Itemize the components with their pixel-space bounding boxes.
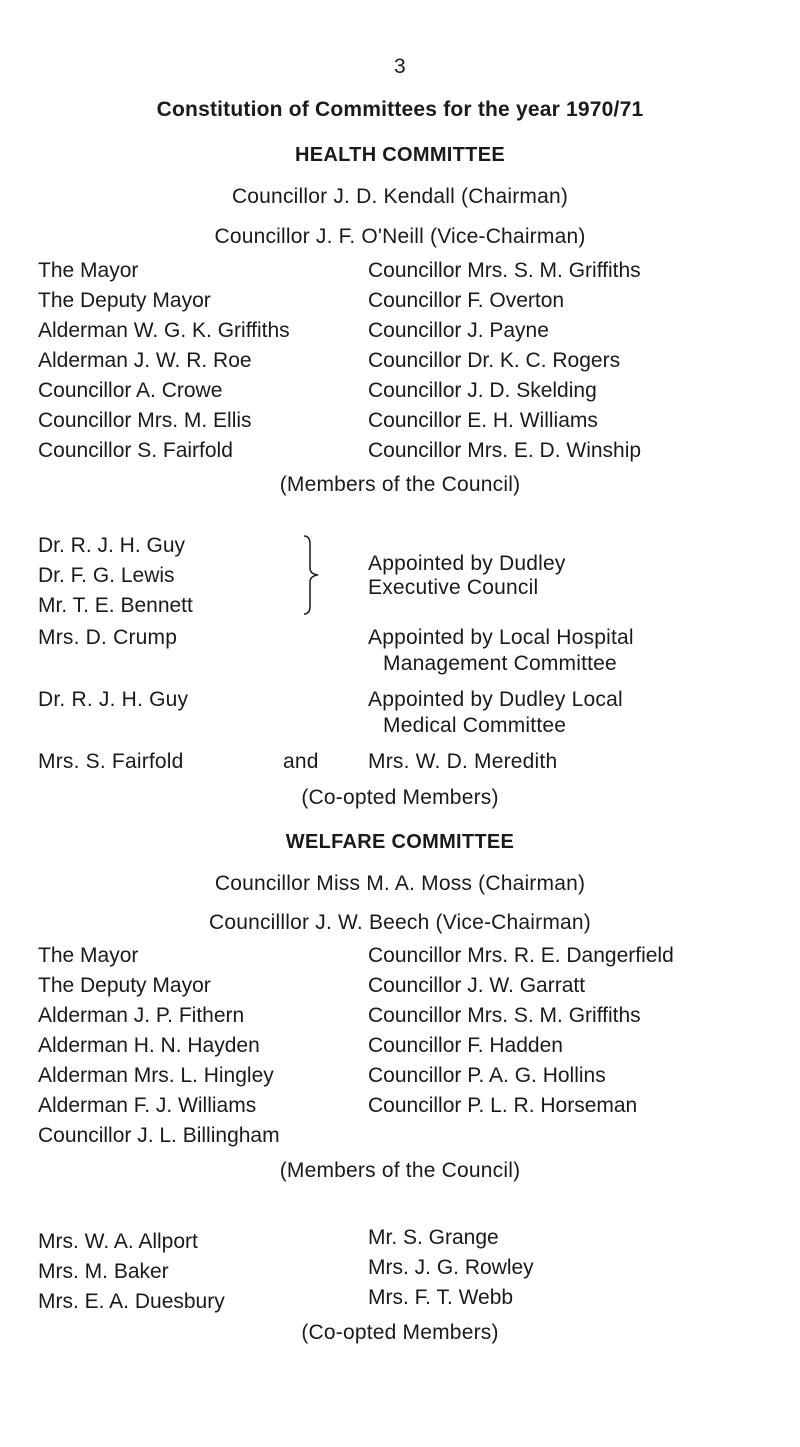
health-hospital-name: Mrs. D. Crump [38, 626, 178, 649]
welfare-members-note: (Members of the Council) [279, 1159, 521, 1182]
list-item: Councillor E. H. Williams [368, 409, 598, 432]
health-members-note: (Members of the Council) [279, 473, 521, 496]
health-extra-right: Mrs. W. D. Meredith [368, 750, 558, 773]
list-item: Councillor Mrs. R. E. Dangerfield [368, 944, 674, 967]
list-item: Councillor P. A. G. Hollins [368, 1064, 606, 1087]
welfare-chairman: Councillor Miss M. A. Moss (Chairman) [214, 872, 586, 895]
list-item: Councillor J. D. Skelding [368, 379, 597, 402]
document-title: Constitution of Committees for the year 1970/71 [156, 98, 644, 121]
curly-brace-icon [294, 534, 328, 616]
health-executive-group [38, 531, 193, 621]
list-item: Councillor J. L. Billingham [38, 1124, 280, 1147]
page-number: 3 [394, 55, 406, 78]
health-extra-left: Mrs. S. Fairfold [38, 750, 184, 773]
list-item: Mrs. J. G. Rowley [368, 1256, 534, 1279]
list-item: Alderman J. W. R. Roe [38, 349, 252, 372]
health-medical-name: Dr. R. J. H. Guy [38, 688, 189, 711]
health-coopted-note: (Co-opted Members) [301, 786, 499, 809]
list-item: Dr. R. J. H. Guy [38, 534, 186, 557]
health-extra-and: and [283, 750, 319, 773]
health-executive-text-2: Executive Council [368, 576, 539, 599]
list-item: Alderman F. J. Williams [38, 1094, 257, 1117]
welfare-members-right [368, 941, 674, 1121]
welfare-coopted-right [368, 1223, 534, 1313]
list-item: Councillor A. Crowe [38, 379, 223, 402]
list-item: The Deputy Mayor [38, 289, 211, 312]
list-item: Councillor Mrs. S. M. Griffiths [368, 259, 641, 282]
list-item: Alderman Mrs. L. Hingley [38, 1064, 274, 1087]
list-item: Councillor J. W. Garratt [368, 974, 586, 997]
list-item: Councillor S. Fairfold [38, 439, 233, 462]
welfare-coopted-left [38, 1227, 225, 1317]
health-medical-text-2: Medical Committee [383, 714, 567, 737]
health-hospital-text-1: Appointed by Local Hospital [368, 626, 634, 649]
list-item: Mr. T. E. Bennett [38, 594, 193, 617]
welfare-coopted-note: (Co-opted Members) [301, 1321, 499, 1344]
welfare-members-left [38, 941, 280, 1151]
welfare-committee-heading: WELFARE COMMITTEE [285, 831, 515, 853]
list-item: The Mayor [38, 259, 139, 282]
list-item: Alderman J. P. Fithern [38, 1004, 245, 1027]
health-hospital-text-2: Management Committee [383, 652, 617, 675]
list-item: Councillor F. Hadden [368, 1034, 563, 1057]
health-chairman: Councillor J. D. Kendall (Chairman) [231, 185, 569, 208]
list-item: Mrs. M. Baker [38, 1260, 169, 1283]
list-item: Councillor Dr. K. C. Rogers [368, 349, 621, 372]
health-committee-heading: HEALTH COMMITTEE [295, 144, 505, 166]
list-item: Mrs. W. A. Allport [38, 1230, 198, 1253]
health-vice-chairman: Councillor J. F. O'Neill (Vice-Chairman) [214, 225, 586, 248]
health-members-right [368, 256, 641, 466]
health-members-left [38, 256, 290, 466]
list-item: Mrs. F. T. Webb [368, 1286, 514, 1309]
health-medical-text-1: Appointed by Dudley Local [368, 688, 623, 711]
list-item: Alderman H. N. Hayden [38, 1034, 260, 1057]
list-item: Alderman W. G. K. Griffiths [38, 319, 290, 342]
list-item: The Deputy Mayor [38, 974, 211, 997]
list-item: Mrs. E. A. Duesbury [38, 1290, 225, 1313]
health-executive-text-1: Appointed by Dudley [368, 552, 566, 575]
list-item: The Mayor [38, 944, 139, 967]
list-item: Councillor P. L. R. Horseman [368, 1094, 638, 1117]
list-item: Mr. S. Grange [368, 1226, 499, 1249]
list-item: Councillor Mrs. S. M. Griffiths [368, 1004, 641, 1027]
list-item: Councillor J. Payne [368, 319, 549, 342]
list-item: Councillor Mrs. M. Ellis [38, 409, 252, 432]
list-item: Councillor Mrs. E. D. Winship [368, 439, 642, 462]
list-item: Councillor F. Overton [368, 289, 565, 312]
list-item: Dr. F. G. Lewis [38, 564, 175, 587]
welfare-vice-chairman: Councilllor J. W. Beech (Vice-Chairman) [208, 911, 592, 934]
